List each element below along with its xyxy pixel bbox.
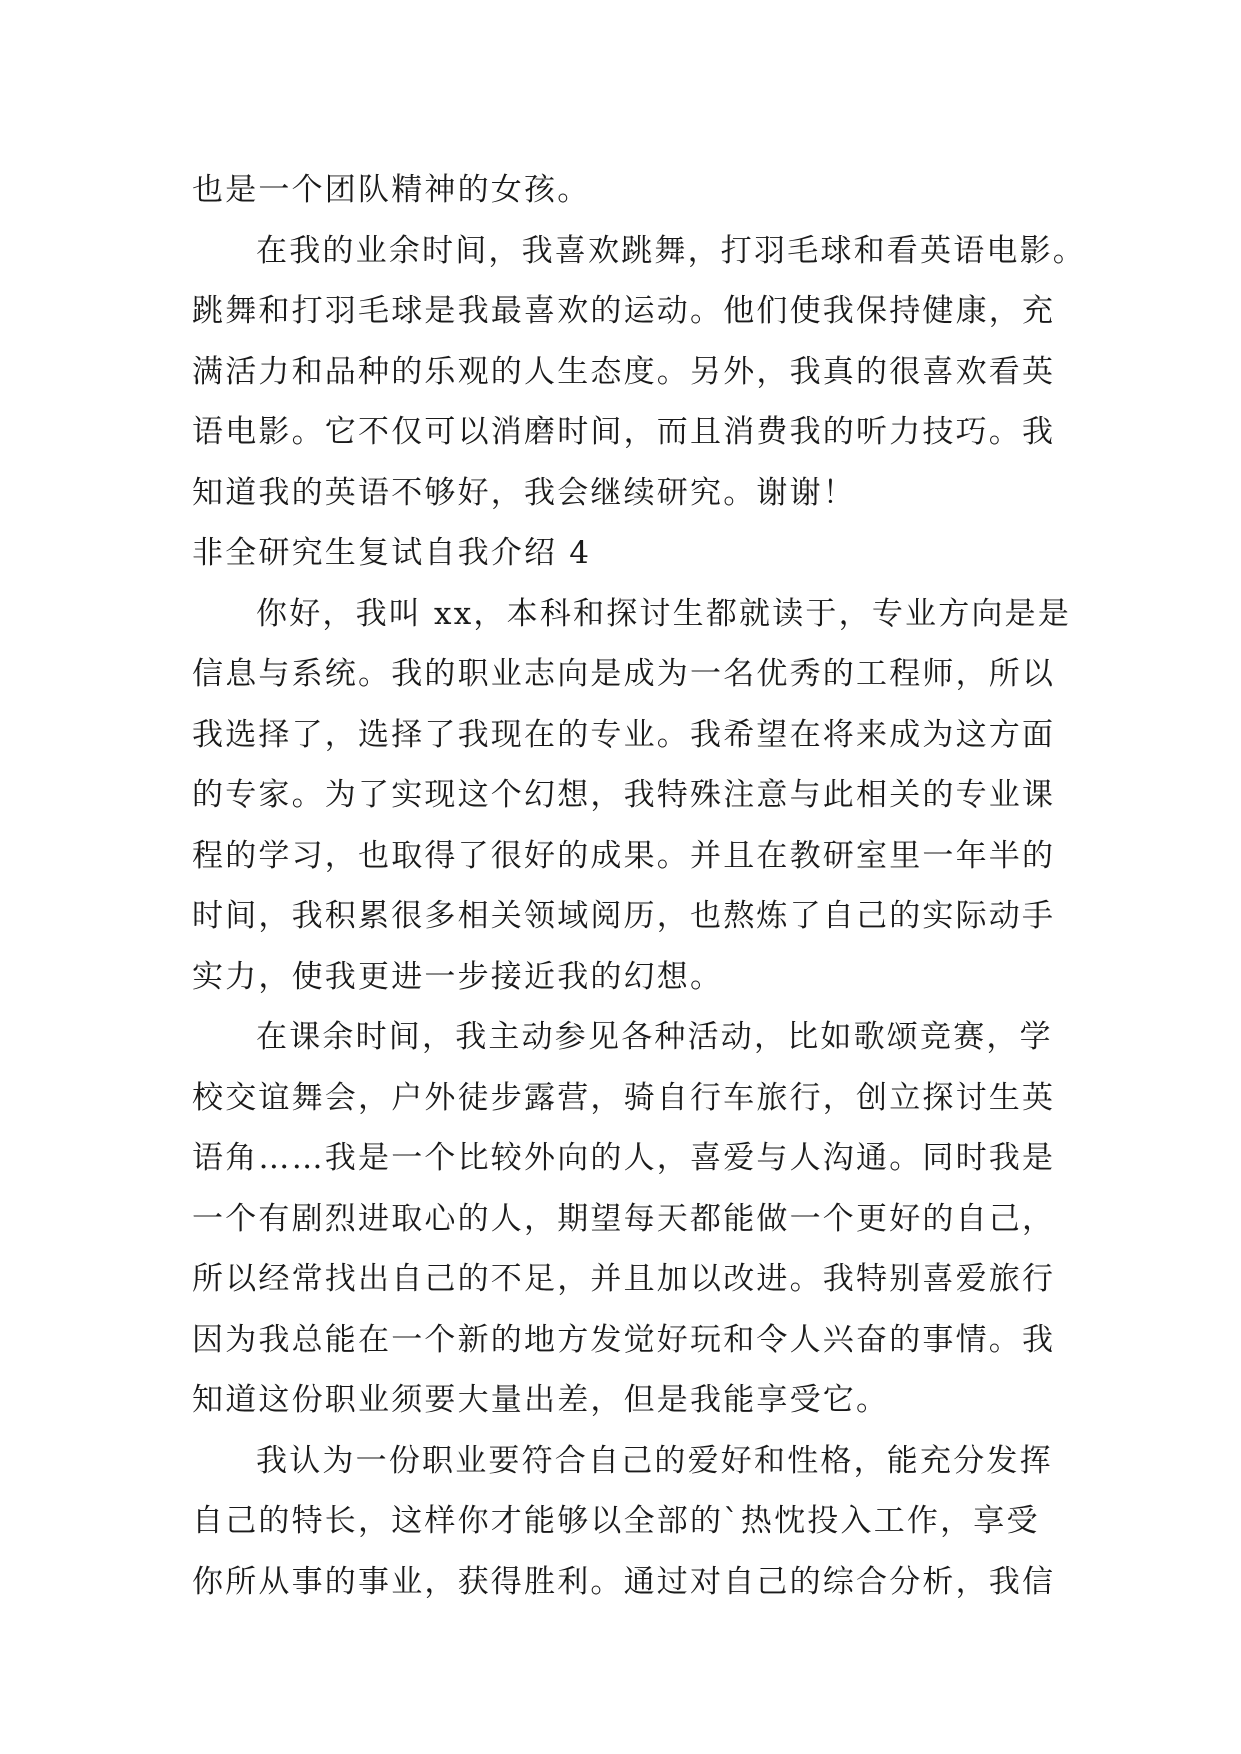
document-body <box>192 160 1086 1612</box>
text-line: 实力，使我更进一步接近我的幻想。 <box>192 958 724 995</box>
text-line: 所以经常找出自己的不足，并且加以改进。我特别喜爱旅行 <box>192 1261 1056 1297</box>
text-line: 我选择了，选择了我现在的专业。我希望在将来成为这方面 <box>192 716 1056 753</box>
text-line: 自己的特长，这样你才能够以全部的`热忱投入工作，享受 <box>192 1503 1040 1539</box>
text-line: 语角……我是一个比较外向的人，喜爱与人沟通。同时我是 <box>192 1140 1056 1176</box>
text-line: 校交谊舞会，户外徒步露营，骑自行车旅行，创立探讨生英 <box>192 1079 1056 1116</box>
text-line: 时间，我积累很多相关领域阅历，也熬炼了自己的实际动手 <box>192 898 1056 934</box>
section-heading: 非全研究生复试自我介绍 4 <box>192 535 592 571</box>
text-line: 你所从事的事业，获得胜利。通过对自己的综合分析，我信 <box>192 1563 1056 1600</box>
text-line: 语电影。它不仅可以消磨时间，而且消费我的听力技巧。我 <box>192 414 1056 450</box>
text-line: 也是一个团队精神的女孩。 <box>192 172 591 208</box>
text-line: 的专家。为了实现这个幻想，我特殊注意与此相关的专业课 <box>192 777 1056 813</box>
text-line: 因为我总能在一个新的地方发觉好玩和令人兴奋的事情。我 <box>192 1321 1056 1358</box>
text-line: 满活力和品种的乐观的人生态度。另外，我真的很喜欢看英 <box>192 353 1056 390</box>
text-line: 我认为一份职业要符合自己的爱好和性格，能充分发挥 <box>256 1442 1053 1479</box>
text-line: 程的学习，也取得了很好的成果。并且在教研室里一年半的 <box>192 837 1056 874</box>
text-line: 在课余时间，我主动参见各种活动，比如歌颂竞赛，学 <box>256 1019 1053 1055</box>
text-line: 知道这份职业须要大量出差，但是我能享受它。 <box>192 1382 890 1418</box>
text-line: 信息与系统。我的职业志向是成为一名优秀的工程师，所以 <box>192 656 1056 692</box>
text-line: 一个有剧烈进取心的人，期望每天都能做一个更好的自己， <box>192 1200 1056 1237</box>
text-line: 知道我的英语不够好，我会继续研究。谢谢！ <box>192 474 856 511</box>
text-line: 跳舞和打羽毛球是我最喜欢的运动。他们使我保持健康，充 <box>192 293 1056 329</box>
text-line: 你好，我叫 xx，本科和探讨生都就读于，专业方向是是 <box>256 595 1072 632</box>
text-line: 在我的业余时间，我喜欢跳舞，打羽毛球和看英语电影。 <box>256 232 1086 269</box>
